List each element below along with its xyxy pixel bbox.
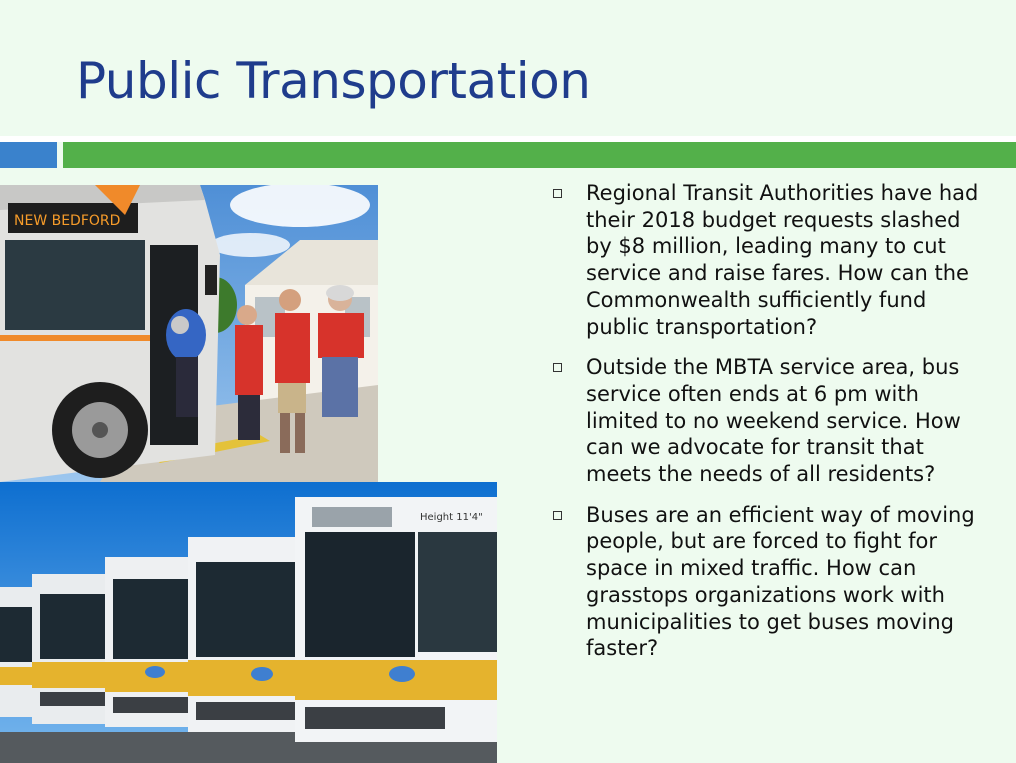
svg-text:NEW BEDFORD: NEW BEDFORD (14, 213, 121, 229)
svg-text:Height 11'4": Height 11'4" (420, 512, 483, 523)
bullet-item (548, 354, 988, 488)
square-bullet-icon (553, 511, 562, 520)
bullet-list (548, 180, 988, 676)
bullet-item (548, 502, 988, 662)
accent-bar-green (63, 142, 1016, 168)
bus-boarding-photo (0, 185, 378, 482)
bullet-text: Buses are an efficient way of moving people, but are forced to fight for space in mixed traffic. How can grasstops organizations work with municipalities to get buses moving faster? (586, 502, 975, 661)
bus-fleet-photo (0, 482, 497, 763)
square-bullet-icon (553, 189, 562, 198)
bullet-item (548, 180, 988, 340)
bullet-text: Regional Transit Authorities have had their 2018 budget requests slashed by $8 million, leading many to cut service and raise fares. How can the Commonwealth sufficiently fund public transportation? (586, 181, 979, 339)
slide-title: Public Transportation (76, 52, 591, 110)
square-bullet-icon (553, 363, 562, 372)
bullet-text: Outside the MBTA service area, bus service often ends at 6 pm with limited to no weekend service. How can we advocate for transit that meets the needs of all residents? (586, 355, 961, 487)
accent-bar-blue (0, 142, 57, 168)
